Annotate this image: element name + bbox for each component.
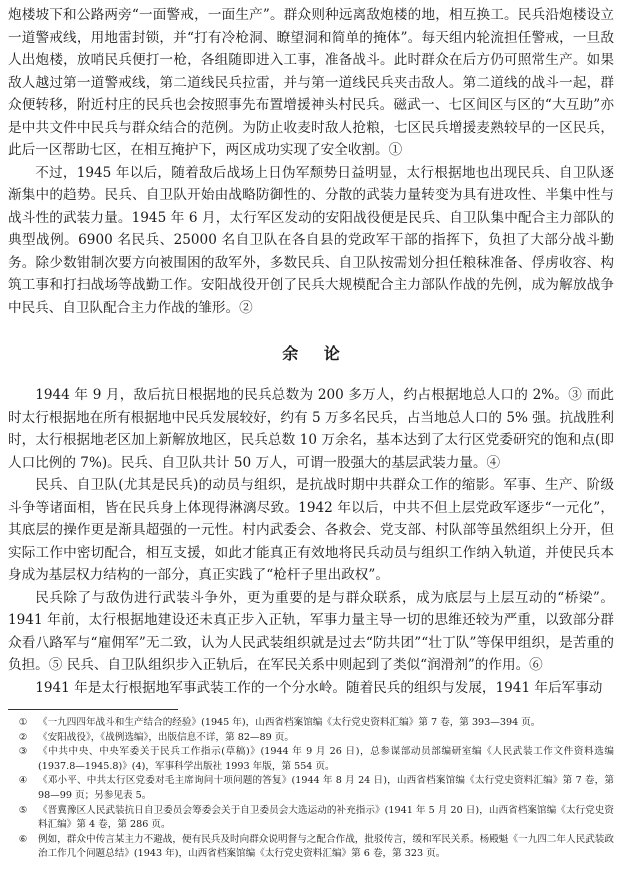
- footnote-item: [8, 774, 614, 803]
- body-paragraph: 炮楼坡下和公路两旁“一面警戒，一面生产”。群众则种远离敌炮楼的地，相互换工。民兵沿炮楼设立一道警戒线，用地雷封锁，并“打有冷枪洞、瞭望洞和简单的掩体”。每天组内轮流担任警戒，一旦敌人出炮楼，放哨民兵便打一枪，各组随即进入工事，准备战斗。此时群众在后方仍可照常生产。如果敌人越过第一道警戒线，第二道线民兵拉雷，并与第一道线民兵夹击敌人。第二道线的战斗一起，群众便转移，附近村庄的民兵也会按照事先布置增援神头村民兵。磁武一、七区间区与区的“大互助”亦是中共文件中民兵与群众结合的范例。为防止收麦时敌人抢粮，七区民兵增援麦熟较早的一区民兵，此后一区帮助七区，在相互掩护下，两区成功实现了安全收割。①: [8, 7, 614, 158]
- footnote-item: [8, 833, 614, 862]
- footnote-item: [8, 745, 614, 774]
- footnote-number: ①: [18, 717, 28, 728]
- footnote-text: 《邓小平、中共太行区党委对毛主席询问十项问题的答复》(1944 年 8 月 24 日)，山西省档案馆编《太行党史资料汇编》第 7 卷，第 98—99 页；另参见表 5。: [38, 775, 614, 801]
- footnote-item: [8, 716, 614, 731]
- footnote-number: ③: [18, 746, 28, 758]
- footnote-number: ⑤: [18, 804, 28, 816]
- footnote-divider: [8, 709, 178, 710]
- body-paragraph: 民兵除了与敌伪进行武装斗争外，更为重要的是与群众联系，成为底层与上层互动的“桥梁”。1941 年前，太行根据地建设还未真正步入正轨，军事力量主导一切的思维还较为严重，以致部分群众看八路军与“雇佣军”无二致，认为人民武装组织就是过去“防共团”“壮丁队”等保甲组织，是苦重的负担。⑤ 民兵、自卫队组织步入正轨后，在军民关系中则起到了类似“润滑剂”的作用。⑥: [8, 589, 614, 673]
- footnote-text: 《中共中央、中央军委关于民兵工作指示(草稿)》(1944 年 9 月 26 日)，总参谋部动员部编研室编《人民武装工作文件资料选编(1937.8—1945.8)》(4)，军事科学出版社 1993 年版，第 554 页。: [38, 746, 614, 772]
- footnote-item: [8, 731, 614, 746]
- footnote-list: [8, 716, 614, 862]
- body-paragraph: 民兵、自卫队(尤其是民兵)的动员与组织，是抗战时期中共群众工作的缩影。军事、生产、阶级斗争等诸面相，皆在民兵身上体现得淋漓尽致。1942 年以后，中共不但上层党政军逐步“一元化”，其底层的操作更是渐具超强的一元性。村内武委会、各救会、党支部、村队部等虽然组织上分开，但实际工作中密切配合，相互支援，如此才能真正有效地将民兵动员与组织工作纳入轨道，并使民兵本身成为基层权力结构的一部分，真正实践了“枪杆子里出政权”。: [8, 477, 614, 583]
- body-paragraph: 不过，1945 年以后，随着敌后战场上日伪军颓势日益明显，太行根据地也出现民兵、自卫队逐渐集中的趋势。民兵、自卫队开始由战略防御性的、分散的武装力量转变为具有进攻性、半集中性与战斗性的武装力量。1945 年 6 月，太行军区发动的安阳战役便是民兵、自卫队集中配合主力部队的典型战例。6900 名民兵、25000 名自卫队在各自县的党政军干部的指挥下，负担了大部分战斗勤务。除少数钳制次要方向被围困的敌军外，多数民兵、自卫队按需划分担任粮秣准备、俘虏收容、构筑工事和打扫战场等战勤工作。安阳战役开创了民兵大规模配合主力部队作战的先例，成为解放战争中民兵、自卫队配合主力作战的雏形。②: [8, 164, 614, 316]
- footnote-item: [8, 804, 614, 833]
- section-title: 余论: [282, 344, 366, 363]
- footnote-number: ④: [18, 775, 28, 787]
- footnote-text: 例如，群众中传言某主力不避战，便有民兵及时向群众说明督与之配合作战，批驳传言，缓和军民关系。杨殿魁《一九四二年人民武装政治工作几个问题总结》(1943 年)，山西省档案馆编《太行党史资料汇编》第 6 卷，第 323 页。: [38, 833, 614, 860]
- body-paragraph: 1944 年 9 月，敌后抗日根据地的民兵总数为 200 多万人，约占根据地总人口的 2%。③ 而此时太行根据地在所有根据地中民兵发展较好，约有 5 万多名民兵，占当地总人口的 5% 强。抗战胜利时，太行根据地老区加上新解放地区，民兵总数 10 万余名，基本达到了太行区党委研究的饱和点(即人口比例的 7%)。民兵、自卫队共计 50 万人，可谓一股强大的基层武装力量。④: [8, 387, 614, 471]
- footnote-text: 《一九四四年战斗和生产结合的经验》(1945 年)，山西省档案馆编《太行党史资料汇编》第 7 卷，第 393—394 页。: [38, 717, 541, 728]
- footnote-number: ⑥: [18, 833, 28, 845]
- body-paragraph: 1941 年是太行根据地军事武装工作的一个分水岭。随着民兵的组织与发展，1941 年后军事动: [35, 679, 603, 696]
- footnote-number: ②: [18, 731, 28, 743]
- footnote-text: 《晋冀豫区人民武装抗日自卫委员会筹委会关于自卫委员会大选运动的补充指示》(1941 年 5 月 20 日)，山西省档案馆编《太行党史资料汇编》第 4 卷，第 286 页。: [38, 804, 614, 831]
- footnote-text: 《安阳战役》，《战例选编》，出版信息不详，第 82—89 页。: [38, 731, 294, 743]
